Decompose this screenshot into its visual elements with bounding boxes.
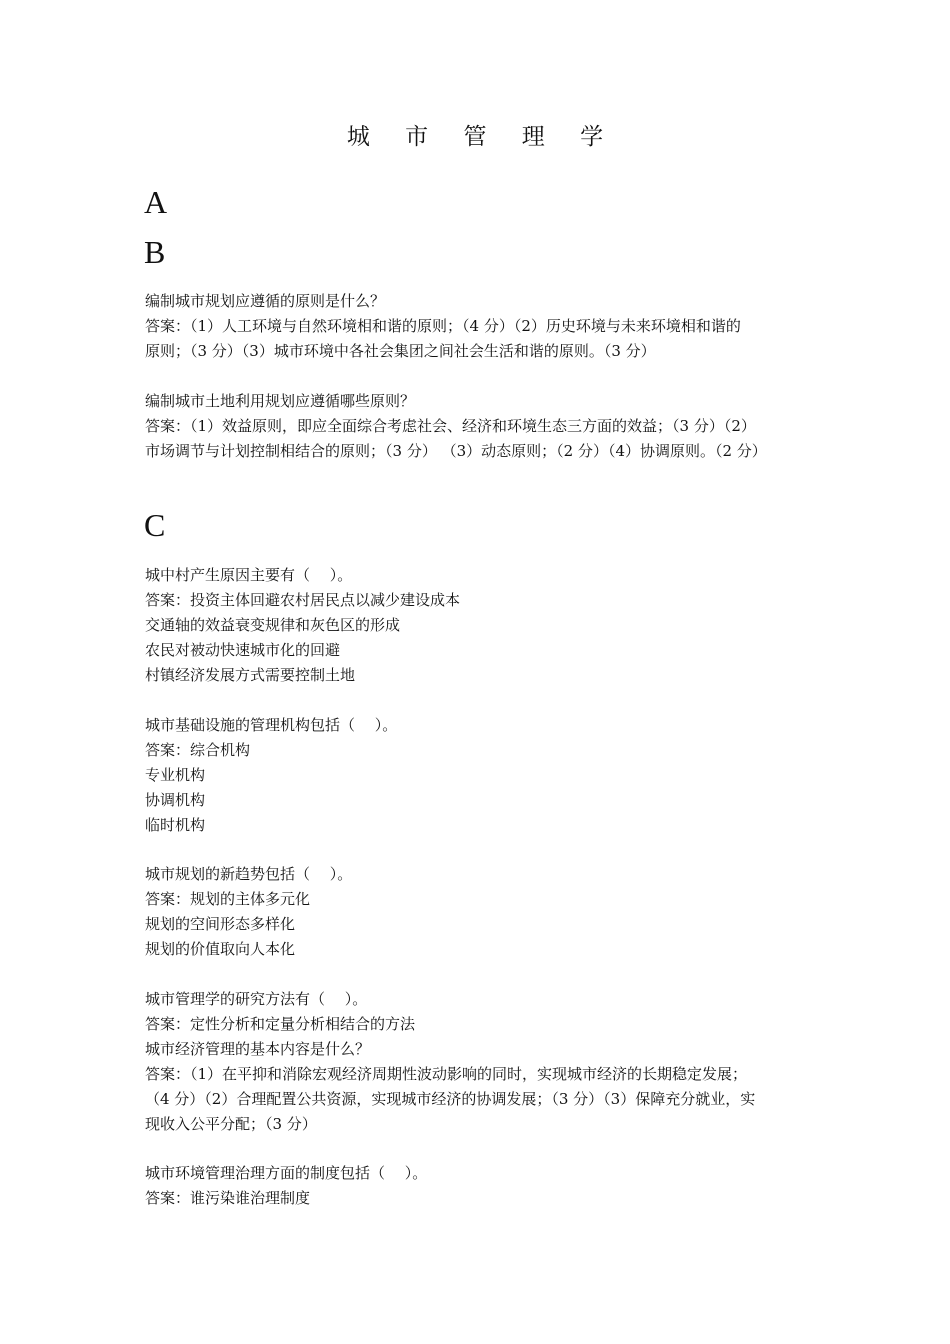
answer-line: 答案：（1）人工环境与自然环境相和谐的原则；（4 分）（2）历史环境与未来环境相和谐的 [145,317,741,335]
answer-line: 协调机构 [145,791,206,809]
section-letter-b: B [144,234,166,270]
answer-line: 规划的价值取向人本化 [145,940,296,958]
answer-line: 市场调节与计划控制相结合的原则；（3 分） （3）动态原则；（2 分）（4）协调原则。（2 分） [145,442,767,460]
answer-line: 答案：定性分析和定量分析相结合的方法 [145,1015,416,1033]
answer-line: 城市经济管理的基本内容是什么？ [145,1040,371,1058]
answer-line: 答案：投资主体回避农村居民点以减少建设成本 [145,591,461,609]
question-text: 城市基础设施的管理机构包括（ ）。 [145,716,398,734]
qa-block [145,563,810,688]
question-text: 城市规划的新趋势包括（ ）。 [145,865,353,883]
answer-line: 村镇经济发展方式需要控制土地 [145,666,356,684]
question-text: 编制城市土地利用规划应遵循哪些原则？ [145,392,416,410]
answer-line: 答案：（1）效益原则，即应全面综合考虑社会、经济和环境生态三方面的效益；（3 分）（2） [145,417,756,435]
qa-block [145,389,810,464]
qa-block [145,713,810,838]
answer-line: 专业机构 [145,766,206,784]
answer-line: 临时机构 [145,816,206,834]
answer-line: 原则；（3 分）（3）城市环境中各社会集团之间社会生活和谐的原则。（3 分） [145,342,656,360]
qa-block [145,289,810,364]
answer-line: 规划的空间形态多样化 [145,915,296,933]
section-letter-a: A [144,184,168,220]
question-text: 编制城市规划应遵循的原则是什么？ [145,292,386,310]
question-text: 城市环境管理治理方面的制度包括（ ）。 [145,1164,428,1182]
answer-line: 答案：综合机构 [145,741,251,759]
section-letter-c: C [144,507,166,543]
qa-block [145,862,810,962]
answer-line: 答案：规划的主体多元化 [145,890,311,908]
answer-line: 现收入公平分配；（3 分） [145,1115,317,1133]
answer-line: 答案：谁污染谁治理制度 [145,1189,311,1207]
question-text: 城中村产生原因主要有（ ）。 [145,566,353,584]
qa-block [145,1161,810,1211]
question-text: 城市管理学的研究方法有（ ）。 [145,990,368,1008]
answer-line: 交通轴的效益衰变规律和灰色区的形成 [145,616,401,634]
answer-line: （4 分）（2）合理配置公共资源，实现城市经济的协调发展；（3 分）（3）保障充分就业，实 [145,1090,756,1108]
answer-line: 农民对被动快速城市化的回避 [145,641,341,659]
page-title: 城 市 管 理 学 [346,124,618,150]
qa-block [145,987,810,1137]
answer-line: 答案：（1）在平抑和消除宏观经济周期性波动影响的同时，实现城市经济的长期稳定发展； [145,1065,748,1083]
